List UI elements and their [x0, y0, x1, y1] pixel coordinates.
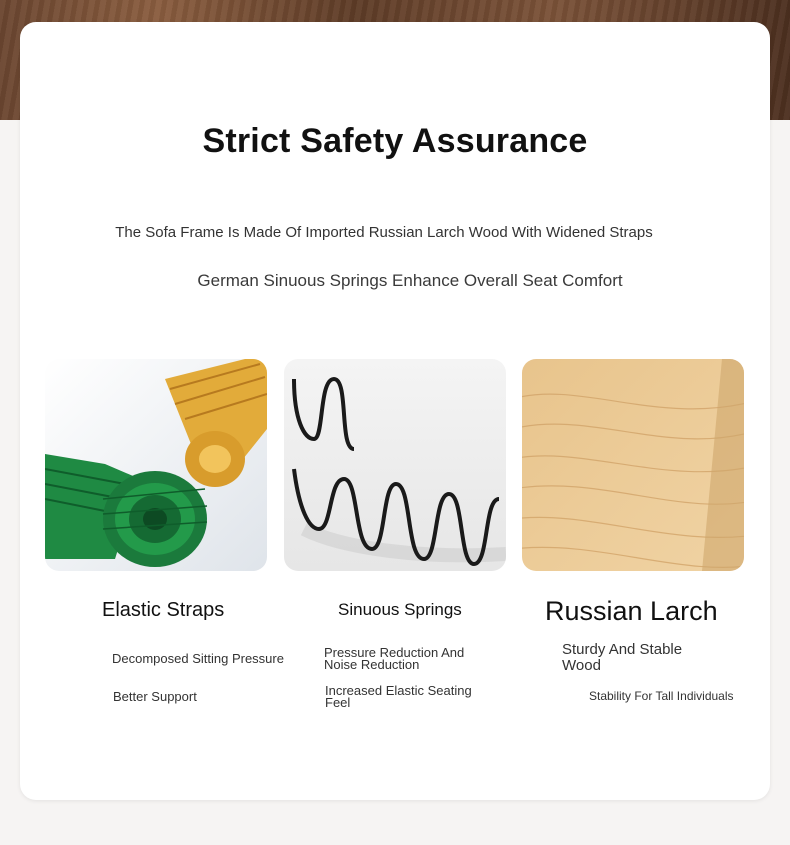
feature-text: Decomposed Sitting Pressure: [112, 651, 284, 666]
page-title: Strict Safety Assurance: [202, 122, 588, 160]
feature-text: Stability For Tall Individuals: [589, 689, 734, 703]
feature-text: Increased Elastic Seating Feel: [325, 683, 472, 710]
subtitle-frame-material: The Sofa Frame Is Made Of Imported Russian Larch Wood With Widened Straps: [115, 224, 653, 241]
feature-text: Better Support: [113, 689, 197, 704]
elastic-straps-photo: [45, 359, 267, 571]
product-title-elastic-straps: Elastic Straps: [102, 599, 225, 621]
product-title-russian-larch: Russian Larch: [545, 596, 718, 626]
feature-text: Sturdy And Stable Wood: [562, 641, 683, 674]
sinuous-springs-photo: [284, 359, 506, 571]
subtitle-springs: German Sinuous Springs Enhance Overall Seat Comfort: [197, 271, 623, 290]
feature-text: Pressure Reduction And Noise Reduction: [324, 645, 465, 672]
russian-larch-wood-photo: [522, 359, 744, 571]
product-title-sinuous-springs: Sinuous Springs: [338, 600, 462, 619]
